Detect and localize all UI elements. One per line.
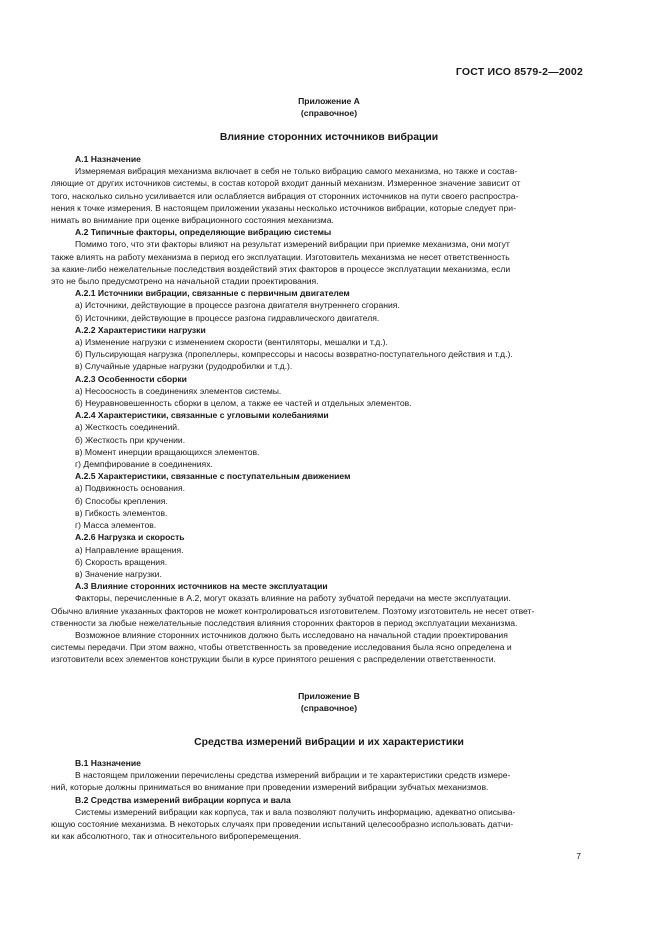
list-item: г) Масса элементов. xyxy=(75,520,157,531)
section-heading: В.2 Средства измерений вибрации корпуса и вала xyxy=(75,794,291,805)
list-item: а) Подвижность основания. xyxy=(75,483,185,494)
paragraph-line: Измеряемая вибрация механизма включает в себя не только вибрацию самого механизма, но также и состав- xyxy=(75,166,518,177)
section-heading: А.2.5 Характеристики, связанные с поступательным движением xyxy=(75,471,351,482)
appendix-a-label: Приложение А xyxy=(298,96,360,106)
appendix-b-title: Средства измерений вибрации и их характеристики xyxy=(194,737,464,748)
paragraph-line: того, насколько сильно усиливается или ослабляется вибрация от сторонних источников на пути своего распростра- xyxy=(51,190,519,201)
paragraph-line: это не было предусмотрено на начальной стадии проектирования. xyxy=(51,276,319,287)
section-heading: А.2.4 Характеристики, связанные с угловыми колебаниями xyxy=(75,410,329,421)
list-item: в) Случайные ударные нагрузки (рудодробилки и т.д.). xyxy=(75,361,293,372)
list-item: а) Источники, действующие в процессе разгона двигателя внутреннего сгорания. xyxy=(75,300,400,311)
list-item: б) Пульсирующая нагрузка (пропеллеры, компрессоры и насосы возвратно-поступательного действия и т.д.). xyxy=(75,349,513,360)
list-item: б) Источники, действующие в процессе разгона гидравлического двигателя. xyxy=(75,312,380,323)
list-item: б) Неуравновешенность сборки в целом, а также ее частей и отдельных элементов. xyxy=(75,398,412,409)
list-item: а) Жесткость соединений. xyxy=(75,422,180,433)
list-item: а) Изменение нагрузки с изменением скорости (вентиляторы, мешалки и т.д.). xyxy=(75,337,388,348)
list-item: в) Значение нагрузки. xyxy=(75,568,162,579)
appendix-b-type: (справочное) xyxy=(300,703,358,713)
paragraph-line: ки как абсолютного, так и относительного виброперемещения. xyxy=(51,831,302,842)
paragraph-line: ственности за любые нежелательные последствия влияния сторонних факторов в период эксплуатации механизма. xyxy=(51,617,518,628)
paragraph-line: системы передачи. При этом важно, чтобы ответственность за проведение исследования была ясно определена и xyxy=(51,642,512,653)
section-heading: А.2.3 Особенности сборки xyxy=(75,373,187,384)
appendix-b-label: Приложение В xyxy=(298,691,360,701)
paragraph-line: ний, которые должны приниматься во внимание при проведении измерений вибрации зубчатых механизмов. xyxy=(51,782,489,793)
paragraph-line: Возможное влияние сторонних источников должно быть исследовано на начальной стадии проектирования xyxy=(75,629,508,640)
paragraph-line: Системы измерений вибрации как корпуса, так и вала позволяют получить информацию, адекватно описыва- xyxy=(75,806,516,817)
appendix-a-type: (справочное) xyxy=(300,108,358,118)
list-item: а) Направление вращения. xyxy=(75,544,184,555)
list-item: в) Гибкость элементов. xyxy=(75,507,168,518)
document-code: ГОСТ ИСО 8579-2—2002 xyxy=(455,66,583,78)
paragraph-line: также влиять на работу механизма в период его эксплуатации. Изготовитель механизма не несет ответственность xyxy=(51,251,510,262)
paragraph-line: нения к точке измерения. В настоящем приложении указаны несколько источников вибрации, которые следует при- xyxy=(51,202,516,213)
section-heading: А.2.2 Характеристики нагрузки xyxy=(75,324,206,335)
list-item: г) Демпфирование в соединениях. xyxy=(75,459,213,470)
page-number: 7 xyxy=(576,851,581,861)
paragraph-line: ющую состояние механизма. В некоторых случаях при проведении испытаний целесообразно использовать датчи- xyxy=(51,819,514,830)
paragraph-line: изготовители всех элементов конструкции были в курсе принятого решения с распределении ответственности. xyxy=(51,654,496,665)
paragraph-line: за какие-либо нежелательные последствия воздействий этих факторов в процессе эксплуатации механизма, если xyxy=(51,263,511,274)
paragraph-line: Обычно влияние указанных факторов не может контролироваться изготовителем. Поэтому изготовитель не несет ответ- xyxy=(51,605,535,616)
section-heading: В.1 Назначение xyxy=(75,758,141,768)
section-heading: А.2.1 Источники вибрации, связанные с первичным двигателем xyxy=(75,288,350,299)
section-heading: А.1 Назначение xyxy=(75,154,141,164)
list-item: в) Момент инерции вращающихся элементов. xyxy=(75,446,260,457)
section-heading: А.2 Типичные факторы, определяющие вибрацию системы xyxy=(75,227,332,238)
paragraph-line: В настоящем приложении перечислены средства измерений вибрации и те характеристики средств измере- xyxy=(75,770,511,781)
appendix-b-text xyxy=(51,757,583,842)
appendix-a-title: Влияние сторонних источников вибрации xyxy=(219,132,439,143)
appendix-a-text xyxy=(51,153,583,666)
paragraph-line: нимать во внимание при оценке вибрационного состояния механизма. xyxy=(51,215,334,226)
paragraph-line: Факторы, перечисленные в А.2, могут оказать влияние на работу зубчатой передачи на месте эксплуатации. xyxy=(75,593,511,604)
section-heading: А.2.6 Нагрузка и скорость xyxy=(75,532,185,543)
list-item: б) Скорость вращения. xyxy=(75,556,168,567)
section-heading: А.3 Влияние сторонних источников на месте эксплуатации xyxy=(75,581,328,592)
paragraph-line: ляющие от других источников системы, в состав которой входит данный механизм. Измеренное значение зависит от xyxy=(51,178,521,189)
paragraph-line: Помимо того, что эти факторы влияют на результат измерений вибрации при приемке механизма, они могут xyxy=(75,239,510,250)
list-item: б) Жесткость при кручении. xyxy=(75,434,186,445)
list-item: б) Способы крепления. xyxy=(75,495,168,506)
list-item: а) Несоосность в соединениях элементов системы. xyxy=(75,385,282,396)
